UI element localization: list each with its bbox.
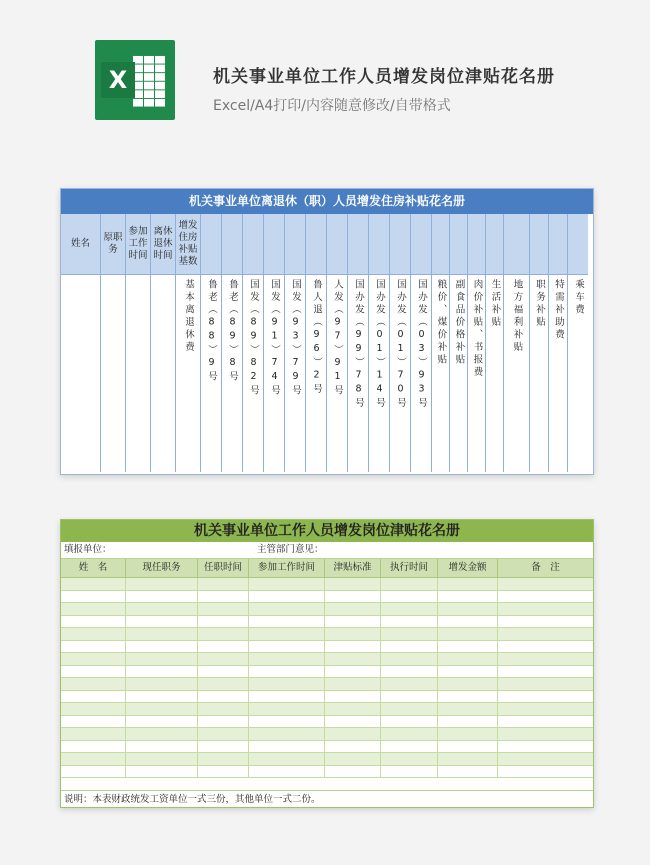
table-cell[interactable]: [198, 578, 249, 590]
table-row: [61, 753, 593, 766]
blue-column: [432, 214, 450, 472]
column-cell-text: 粮价、煤价补贴: [435, 279, 447, 367]
table-cell[interactable]: [61, 716, 126, 728]
column-header: [432, 214, 449, 275]
column-header: 姓名: [61, 214, 100, 275]
table-cell[interactable]: [249, 728, 325, 740]
table-cell[interactable]: [498, 766, 593, 778]
retiree-housing-subsidy-table: [60, 188, 594, 475]
blue-column: [126, 214, 151, 472]
column-header: [530, 214, 548, 275]
column-cell-text: 鲁人退（96）2号: [311, 279, 322, 396]
blue-column: [549, 214, 568, 472]
column-header: 增发金额: [438, 559, 498, 577]
table-cell[interactable]: [325, 766, 381, 778]
blue-column: [369, 214, 390, 472]
table-cell[interactable]: [198, 741, 249, 753]
table-cell[interactable]: [438, 766, 498, 778]
green-table-title: 机关事业单位工作人员增发岗位津贴花名册: [61, 520, 593, 542]
table-cell[interactable]: [126, 616, 198, 628]
table-cell[interactable]: [498, 741, 593, 753]
table-cell[interactable]: [438, 741, 498, 753]
table-row: [61, 741, 593, 754]
table-cell[interactable]: [325, 716, 381, 728]
table-cell[interactable]: [126, 641, 198, 653]
table-cell[interactable]: [325, 678, 381, 690]
column-cell-text: 国发（91）74号: [269, 279, 280, 398]
column-cell: [390, 275, 410, 472]
blue-column: [285, 214, 306, 472]
table-cell[interactable]: [498, 716, 593, 728]
table-cell[interactable]: [198, 616, 249, 628]
column-cell: [101, 275, 125, 472]
table-row: [61, 628, 593, 641]
table-cell[interactable]: [126, 716, 198, 728]
table-cell[interactable]: [249, 766, 325, 778]
table-cell[interactable]: [61, 578, 126, 590]
table-row: [61, 653, 593, 666]
table-cell[interactable]: [438, 616, 498, 628]
column-cell: [348, 275, 368, 472]
table-cell[interactable]: [381, 616, 438, 628]
column-cell: [450, 275, 467, 472]
column-cell-text: 国办发（01）14号: [374, 279, 385, 410]
column-cell: [369, 275, 389, 472]
blue-column: [222, 214, 243, 472]
table-cell[interactable]: [126, 766, 198, 778]
table-cell[interactable]: [498, 703, 593, 715]
column-header: [243, 214, 263, 275]
column-cell-text: 国办发（01）70号: [395, 279, 406, 410]
table-cell[interactable]: [381, 666, 438, 678]
table-cell[interactable]: [249, 703, 325, 715]
column-cell-text: 国发（93）79号: [290, 279, 301, 398]
table-cell[interactable]: [249, 678, 325, 690]
table-cell[interactable]: [325, 641, 381, 653]
table-cell[interactable]: [249, 628, 325, 640]
column-header: 增发住房补贴基数: [176, 214, 200, 275]
column-cell: [243, 275, 263, 472]
table-cell[interactable]: [61, 703, 126, 715]
blue-column: [101, 214, 126, 472]
blue-column: [176, 214, 201, 472]
blue-table-grid: [61, 214, 593, 472]
table-cell[interactable]: [325, 591, 381, 603]
table-cell[interactable]: [438, 728, 498, 740]
table-cell[interactable]: [325, 653, 381, 665]
table-cell[interactable]: [325, 753, 381, 765]
column-cell-text: 生活补贴: [489, 279, 501, 329]
table-cell[interactable]: [438, 603, 498, 615]
table-cell[interactable]: [438, 666, 498, 678]
column-cell-text: 国发（89）82号: [248, 279, 259, 398]
column-cell-text: 鲁老（89）8号: [227, 279, 238, 384]
table-cell[interactable]: [438, 653, 498, 665]
table-cell[interactable]: [198, 666, 249, 678]
column-cell: [468, 275, 485, 472]
blue-column: [201, 214, 222, 472]
table-cell[interactable]: [61, 678, 126, 690]
table-row: [61, 641, 593, 654]
table-cell[interactable]: [61, 766, 126, 778]
table-cell[interactable]: [249, 616, 325, 628]
dept-opinion-label: 主管部门意见：: [257, 544, 324, 555]
table-cell[interactable]: [381, 716, 438, 728]
column-header: [468, 214, 485, 275]
column-cell-text: 乘车费: [573, 279, 584, 317]
table-cell[interactable]: [249, 603, 325, 615]
blue-column: [61, 214, 101, 472]
table-cell[interactable]: [498, 591, 593, 603]
table-row: [61, 691, 593, 704]
blue-column: [327, 214, 348, 472]
table-row: [61, 616, 593, 629]
table-cell[interactable]: [381, 603, 438, 615]
column-header: 现任职务: [126, 559, 198, 577]
table-cell[interactable]: [498, 691, 593, 703]
column-header: [306, 214, 326, 275]
table-cell[interactable]: [325, 728, 381, 740]
excel-logo: [95, 40, 175, 120]
blue-column: [348, 214, 369, 472]
column-header: 姓 名: [61, 559, 126, 577]
table-cell[interactable]: [61, 753, 126, 765]
column-cell-text: 基本离退休费: [183, 279, 194, 354]
column-cell-text: 职务补贴: [534, 279, 545, 329]
table-cell[interactable]: [438, 753, 498, 765]
column-header: 备 注: [531, 562, 560, 573]
column-cell-text: 副食品价格补贴: [453, 279, 465, 367]
table-cell[interactable]: [61, 666, 126, 678]
blue-column: [486, 214, 504, 472]
table-cell[interactable]: [381, 703, 438, 715]
blue-column: [151, 214, 176, 472]
table-cell[interactable]: [126, 628, 198, 640]
table-cell[interactable]: [438, 591, 498, 603]
table-cell[interactable]: [126, 653, 198, 665]
table-cell[interactable]: [198, 591, 249, 603]
table-cell[interactable]: [198, 703, 249, 715]
blue-column: [450, 214, 468, 472]
table-cell[interactable]: [61, 628, 126, 640]
table-cell[interactable]: [498, 616, 593, 628]
table-cell[interactable]: [126, 591, 198, 603]
column-header: [264, 214, 284, 275]
column-header: 任职时间: [198, 559, 249, 577]
table-cell[interactable]: [249, 641, 325, 653]
table-cell[interactable]: [61, 741, 126, 753]
table-cell[interactable]: [438, 716, 498, 728]
blue-table-title: 机关事业单位离退休（职）人员增发住房补贴花名册: [61, 189, 593, 214]
column-cell: [530, 275, 548, 472]
table-row: [61, 591, 593, 604]
column-cell: [306, 275, 326, 472]
table-cell[interactable]: [249, 753, 325, 765]
column-header: [222, 214, 242, 275]
table-row: [61, 703, 593, 716]
column-cell: [549, 275, 567, 472]
table-cell[interactable]: [325, 741, 381, 753]
table-cell[interactable]: [249, 716, 325, 728]
table-cell[interactable]: [61, 691, 126, 703]
table-cell[interactable]: [198, 716, 249, 728]
table-cell[interactable]: [198, 753, 249, 765]
table-cell[interactable]: [126, 666, 198, 678]
table-cell[interactable]: [381, 741, 438, 753]
column-cell-text: 特需补助费: [553, 279, 564, 342]
blue-column: [264, 214, 285, 472]
table-cell[interactable]: [126, 691, 198, 703]
blue-column: [411, 214, 432, 472]
column-cell-text: 地方福利补贴: [511, 279, 523, 354]
column-cell: [61, 275, 100, 472]
table-cell[interactable]: [381, 641, 438, 653]
column-header: [411, 214, 431, 275]
column-header: 参加工作时间: [249, 559, 325, 577]
table-cell[interactable]: [498, 753, 593, 765]
column-cell: [176, 275, 200, 472]
table-cell[interactable]: [61, 616, 126, 628]
column-header: [504, 214, 529, 275]
table-cell[interactable]: [498, 678, 593, 690]
column-cell: [285, 275, 305, 472]
table-cell[interactable]: [381, 653, 438, 665]
table-cell[interactable]: [126, 678, 198, 690]
column-header: [327, 214, 347, 275]
table-cell[interactable]: [126, 753, 198, 765]
table-cell[interactable]: [381, 728, 438, 740]
page-title: 机关事业单位工作人员增发岗位津贴花名册: [213, 67, 555, 87]
column-cell-text: 肉价补贴、书报费: [471, 279, 483, 379]
column-cell: [126, 275, 150, 472]
table-cell[interactable]: [325, 628, 381, 640]
column-header: [486, 214, 503, 275]
table-cell[interactable]: [498, 628, 593, 640]
table-cell[interactable]: [325, 603, 381, 615]
column-header: [568, 214, 588, 275]
table-cell[interactable]: [61, 728, 126, 740]
table-cell[interactable]: [381, 678, 438, 690]
column-cell: [432, 275, 449, 472]
column-cell: [568, 275, 588, 472]
info-row: [61, 542, 593, 559]
table-cell[interactable]: [381, 753, 438, 765]
blue-column: [243, 214, 264, 472]
table-cell[interactable]: [61, 603, 126, 615]
column-cell: [201, 275, 221, 472]
table-cell[interactable]: [438, 678, 498, 690]
table-cell[interactable]: [381, 578, 438, 590]
column-header: 离休退休时间: [151, 214, 175, 275]
table-row: [61, 666, 593, 679]
table-cell[interactable]: [325, 578, 381, 590]
column-cell: [411, 275, 431, 472]
column-cell: [327, 275, 347, 472]
column-header: [450, 214, 467, 275]
table-cell[interactable]: [61, 641, 126, 653]
table-cell[interactable]: [249, 578, 325, 590]
table-cell[interactable]: [498, 641, 593, 653]
spreadsheet-grid-icon: [131, 54, 167, 108]
table-cell[interactable]: [126, 603, 198, 615]
column-header: [201, 214, 221, 275]
table-cell[interactable]: [498, 666, 593, 678]
table-cell[interactable]: [438, 578, 498, 590]
column-cell: [222, 275, 242, 472]
table-cell[interactable]: [198, 728, 249, 740]
table-cell[interactable]: [249, 591, 325, 603]
table-cell[interactable]: [198, 641, 249, 653]
table-cell[interactable]: [498, 578, 593, 590]
green-table-header: [61, 559, 593, 578]
table-cell[interactable]: [126, 728, 198, 740]
column-header: 执行时间: [381, 559, 438, 577]
blue-column: [468, 214, 486, 472]
column-cell: [264, 275, 284, 472]
table-cell[interactable]: [381, 691, 438, 703]
excel-icon: X: [101, 62, 135, 98]
column-cell: [486, 275, 503, 472]
table-note: 说明：本表财政统发工资单位一式三份，其他单位一式二份。: [61, 790, 593, 807]
blue-column: [568, 214, 588, 472]
table-row: [61, 766, 593, 779]
table-cell[interactable]: [438, 703, 498, 715]
table-cell[interactable]: [325, 666, 381, 678]
column-cell-text: 人发（97）91号: [332, 279, 343, 398]
table-cell[interactable]: [325, 703, 381, 715]
table-cell[interactable]: [126, 703, 198, 715]
table-cell[interactable]: [198, 678, 249, 690]
table-cell[interactable]: [381, 628, 438, 640]
column-header: [285, 214, 305, 275]
column-header: [549, 214, 567, 275]
table-cell[interactable]: [198, 691, 249, 703]
blue-column: [306, 214, 327, 472]
table-cell[interactable]: [381, 766, 438, 778]
table-row: [61, 578, 593, 591]
table-cell[interactable]: [61, 591, 126, 603]
column-cell-text: 鲁老（88）9号: [206, 279, 217, 384]
table-cell[interactable]: [249, 666, 325, 678]
table-cell[interactable]: [249, 653, 325, 665]
blue-column: [504, 214, 530, 472]
fill-unit-label: 填报单位：: [64, 544, 112, 555]
blue-column: [390, 214, 411, 472]
column-header: 参加工作时间: [126, 214, 150, 275]
table-cell[interactable]: [198, 653, 249, 665]
table-cell[interactable]: [126, 741, 198, 753]
table-cell[interactable]: [325, 691, 381, 703]
table-cell[interactable]: [198, 603, 249, 615]
post-allowance-table: [60, 519, 594, 808]
table-row: [61, 603, 593, 616]
column-header: 原职务: [101, 214, 125, 275]
green-table-body: [61, 578, 593, 778]
table-cell[interactable]: [438, 628, 498, 640]
table-cell[interactable]: [126, 578, 198, 590]
blue-column: [530, 214, 549, 472]
page-subtitle: Excel/A4打印/内容随意修改/自带格式: [213, 98, 451, 114]
table-row: [61, 716, 593, 729]
table-cell[interactable]: [198, 628, 249, 640]
column-header: [348, 214, 368, 275]
column-cell-text: 国办发（99）78号: [353, 279, 364, 410]
table-cell[interactable]: [198, 766, 249, 778]
table-cell[interactable]: [498, 653, 593, 665]
column-cell-text: 国办发（03）93号: [416, 279, 427, 410]
column-header: 津贴标准: [325, 559, 381, 577]
table-row: [61, 678, 593, 691]
table-cell[interactable]: [498, 728, 593, 740]
table-cell[interactable]: [381, 591, 438, 603]
table-cell[interactable]: [438, 641, 498, 653]
column-cell: [504, 275, 529, 472]
table-cell[interactable]: [498, 603, 593, 615]
table-cell[interactable]: [325, 616, 381, 628]
column-header: [369, 214, 389, 275]
table-cell[interactable]: [438, 691, 498, 703]
table-row: [61, 728, 593, 741]
table-cell[interactable]: [249, 691, 325, 703]
table-cell[interactable]: [61, 653, 126, 665]
column-header: [390, 214, 410, 275]
column-cell: [151, 275, 175, 472]
table-cell[interactable]: [249, 741, 325, 753]
